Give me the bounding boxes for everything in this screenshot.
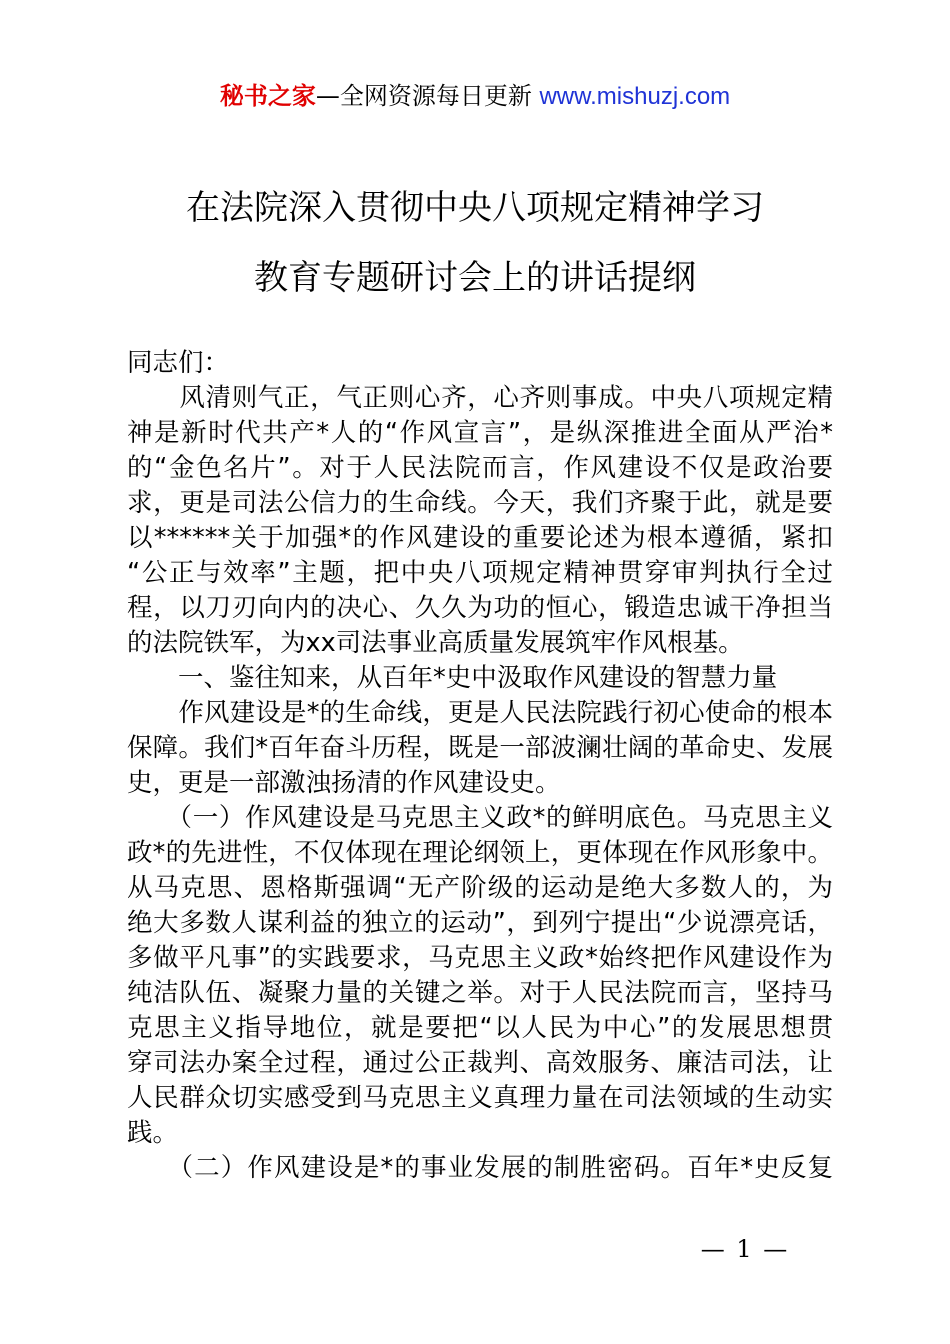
body-line: 史，更是一部激浊扬清的作风建设史。 (127, 768, 561, 798)
body-line: 神是新时代共产*人的“作风宣言”，是纵深推进全面从严治* (127, 418, 833, 448)
brand-name: 秘书之家 (219, 82, 316, 110)
subsection-line: （一）作风建设是马克思主义政*的鲜明底色。马克思主义 (127, 803, 833, 833)
body-line: 绝大多数人谋利益的独立的运动”，到列宁提出“少说漂亮话， (127, 908, 833, 938)
body-line: 的法院铁军，为xx司法事业高质量发展筑牢作风根基。 (127, 628, 744, 658)
body-line: 程，以刀刃向内的决心、久久为功的恒心，锻造忠诚干净担当 (127, 593, 833, 623)
body-line: 多做平凡事”的实践要求，马克思主义政*始终把作风建设作为 (127, 943, 833, 973)
title-line-2: 教育专题研讨会上的讲话提纲 (254, 258, 696, 298)
salutation: 同志们： (127, 348, 230, 378)
body-line: 作风建设是*的生命线，更是人民法院践行初心使命的根本 (127, 698, 833, 728)
body-line: 从马克思、恩格斯强调“无产阶级的运动是绝大多数人的，为 (127, 873, 833, 903)
body-line: 克思主义指导地位，就是要把“以人民为中心”的发展思想贯 (127, 1013, 833, 1043)
section-heading: 一、鉴往知来，从百年*史中汲取作风建设的智慧力量 (178, 663, 778, 693)
site-header (0, 80, 950, 113)
body-line: 穿司法办案全过程，通过公正裁判、高效服务、廉洁司法，让 (127, 1048, 833, 1078)
body-line: 人民群众切实感受到马克思主义真理力量在司法领域的生动实 (127, 1083, 833, 1113)
subsection-line: （二）作风建设是*的事业发展的制胜密码。百年*史反复 (127, 1153, 833, 1183)
body-line: 纯洁队伍、凝聚力量的关键之举。对于人民法院而言，坚持马 (127, 978, 833, 1008)
header-url[interactable]: www.mishuzj.com (539, 83, 731, 110)
document-body (127, 346, 833, 1186)
body-line: 政*的先进性，不仅体现在理论纲领上，更体现在作风形象中。 (127, 838, 833, 868)
body-line: 的“金色名片”。对于人民法院而言，作风建设不仅是政治要 (127, 453, 833, 483)
body-line: 求，更是司法公信力的生命线。今天，我们齐聚于此，就是要 (127, 488, 833, 518)
body-line: 践。 (127, 1118, 179, 1148)
body-line: 以******关于加强*的作风建设的重要论述为根本遵循，紧扣 (127, 523, 833, 553)
body-line: 风清则气正，气正则心齐，心齐则事成。中央八项规定精 (127, 383, 833, 413)
body-line: 保障。我们*百年奋斗历程，既是一部波澜壮阔的革命史、发展 (127, 733, 833, 763)
document-title (0, 186, 950, 326)
body-line: “公正与效率”主题，把中央八项规定精神贯穿审判执行全过 (127, 558, 833, 588)
header-tagline: —全网资源每日更新 (315, 82, 540, 110)
title-line-1: 在法院深入贯彻中央八项规定精神学习 (186, 188, 764, 228)
page-number: — 1 — (700, 1235, 790, 1263)
